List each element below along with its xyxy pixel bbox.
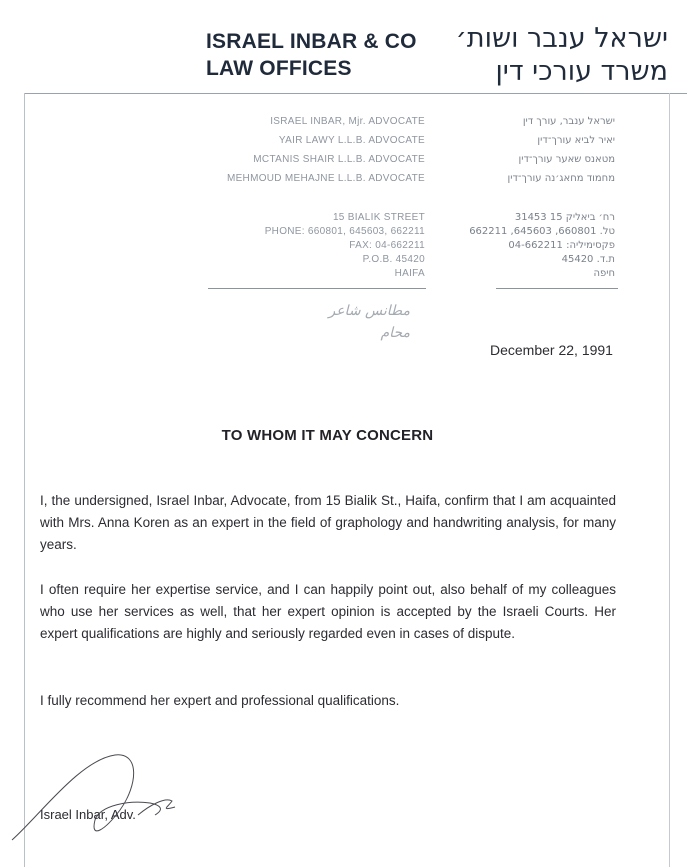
arabic-stamp-line2: محام xyxy=(380,325,410,341)
body-paragraph-1: I, the undersigned, Israel Inbar, Advocate, from 15 Bialik St., Haifa, confirm that I am acquainted with Mrs. Anna Koren as an expert in the field of graphology and handwriting analysis, for many years. xyxy=(40,493,616,552)
partner-he-1: ישראל ענבר, עורך דין xyxy=(522,116,615,127)
partner-he-3: מטאנס שאער עורך־דין xyxy=(518,154,615,165)
partner-en-1: ISRAEL INBAR, Mjr. ADVOCATE xyxy=(270,116,425,127)
address-en-city: HAIFA xyxy=(394,268,425,279)
page-border-right xyxy=(669,93,670,867)
firm-name-he-line1: ישראל ענבר ושות׳ xyxy=(455,23,668,54)
letter-heading: TO WHOM IT MAY CONCERN xyxy=(221,427,434,444)
address-en-fax: FAX: 04-662211 xyxy=(349,240,425,251)
handwritten-signature xyxy=(0,745,200,855)
letterhead-name-en xyxy=(206,28,417,82)
address-en-underline xyxy=(208,288,426,289)
body-paragraph-2: I often require her expertise service, and I can happily point out, also behalf of my colleagues who use her services as well, that her expert opinion is accepted by the Israeli Courts. Her expert qualifications are highly and seriously regarded even in cases of dispute. xyxy=(40,582,616,641)
letter-date: December 22, 1991 xyxy=(490,342,613,358)
address-he-city: חיפה xyxy=(593,268,615,279)
partner-he-4: מחמוד מחאג׳נה עורך־דין xyxy=(507,173,615,184)
address-he-street: רח׳ ביאליק 15 31453 xyxy=(514,212,615,223)
header-divider xyxy=(24,93,687,94)
address-he-fax: פקסימיליה: 04-662211 xyxy=(508,240,615,251)
firm-name-line2: LAW OFFICES xyxy=(206,57,352,80)
arabic-stamp xyxy=(300,300,410,344)
firm-name-line1: ISRAEL INBAR & CO xyxy=(206,30,417,53)
address-en-phone: PHONE: 660801, 645603, 662211 xyxy=(264,226,425,237)
body-paragraph-3: I fully recommend her expert and professional qualifications. xyxy=(40,693,400,708)
address-he-underline xyxy=(496,288,618,289)
firm-name-he-line2: משרד עורכי דין xyxy=(495,56,668,87)
address-he-phone: טל. 660801, 645603, 662211 xyxy=(469,226,615,237)
address-en-street: 15 BIALIK STREET xyxy=(332,212,425,223)
partner-en-3: MCTANIS SHAIR L.L.B. ADVOCATE xyxy=(253,154,425,165)
partner-he-2: יאיר לביא עורך־דין xyxy=(537,135,615,146)
address-en-pob: P.O.B. 45420 xyxy=(362,254,425,265)
partner-en-4: MEHMOUD MEHAJNE L.L.B. ADVOCATE xyxy=(226,173,425,184)
signature-name: Israel Inbar, Adv. xyxy=(40,807,136,822)
letterhead-name-he xyxy=(420,22,668,88)
arabic-stamp-line1: مطانس شاعر xyxy=(328,303,410,319)
address-he-pob: ת.ד. 45420 xyxy=(561,254,615,265)
partner-en-2: YAIR LAWY L.L.B. ADVOCATE xyxy=(278,135,425,146)
